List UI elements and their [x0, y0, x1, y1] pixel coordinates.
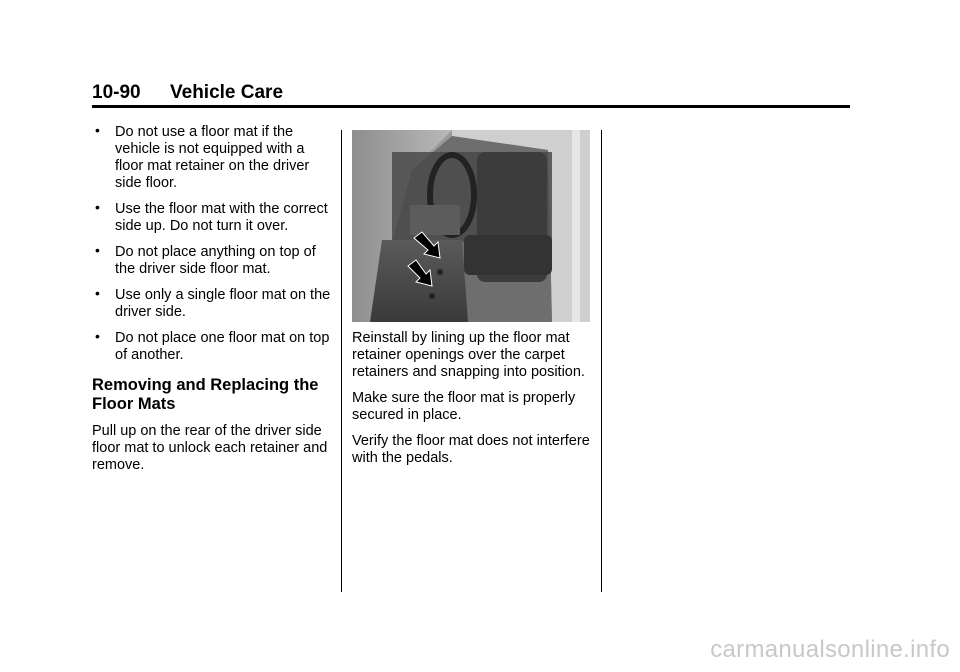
bullet-text: Do not place anything on top of the driver side floor mat. [115, 244, 316, 277]
body-paragraph: Pull up on the rear of the driver side floor mat to unlock each retainer and remove. [92, 423, 328, 473]
bullet-list [92, 124, 332, 364]
page-header [92, 80, 850, 106]
bullet-item [92, 124, 332, 192]
middle-column [352, 130, 592, 476]
section-title: Vehicle Care [170, 82, 284, 103]
bullet-text: Do not place one floor mat on top of another. [115, 330, 330, 363]
body-paragraph: Make sure the floor mat is properly secured in place. [352, 390, 576, 423]
watermark: carmanualsonline.info [710, 636, 950, 663]
page-number: 10-90 [92, 82, 141, 103]
bullet-icon: • [95, 328, 100, 344]
bullet-text: Use only a single floor mat on the driver side. [115, 287, 331, 320]
bullet-icon: • [95, 199, 100, 215]
floor-mat-retainer-photo [352, 130, 590, 322]
bullet-icon: • [95, 242, 100, 258]
left-column [92, 124, 332, 483]
body-paragraph: Verify the floor mat does not interfere with the pedals. [352, 433, 590, 466]
bullet-item [92, 244, 332, 278]
bullet-text: Do not use a floor mat if the vehicle is not equipped with a floor mat retainer on the driver side floor. [115, 124, 310, 191]
bullet-text: Use the floor mat with the correct side up. Do not turn it over. [115, 201, 328, 234]
body-paragraph: Reinstall by lining up the floor mat retainer openings over the carpet retainers and snapping into position. [352, 330, 585, 380]
bullet-item [92, 330, 332, 364]
bullet-icon: • [95, 285, 100, 301]
bullet-item [92, 201, 332, 235]
section-subheading: Removing and Replacing the Floor Mats [92, 376, 319, 413]
column-divider [601, 130, 602, 592]
column-divider [341, 130, 342, 592]
bullet-item [92, 287, 332, 321]
header-rule [92, 105, 850, 108]
bullet-icon: • [95, 122, 100, 138]
